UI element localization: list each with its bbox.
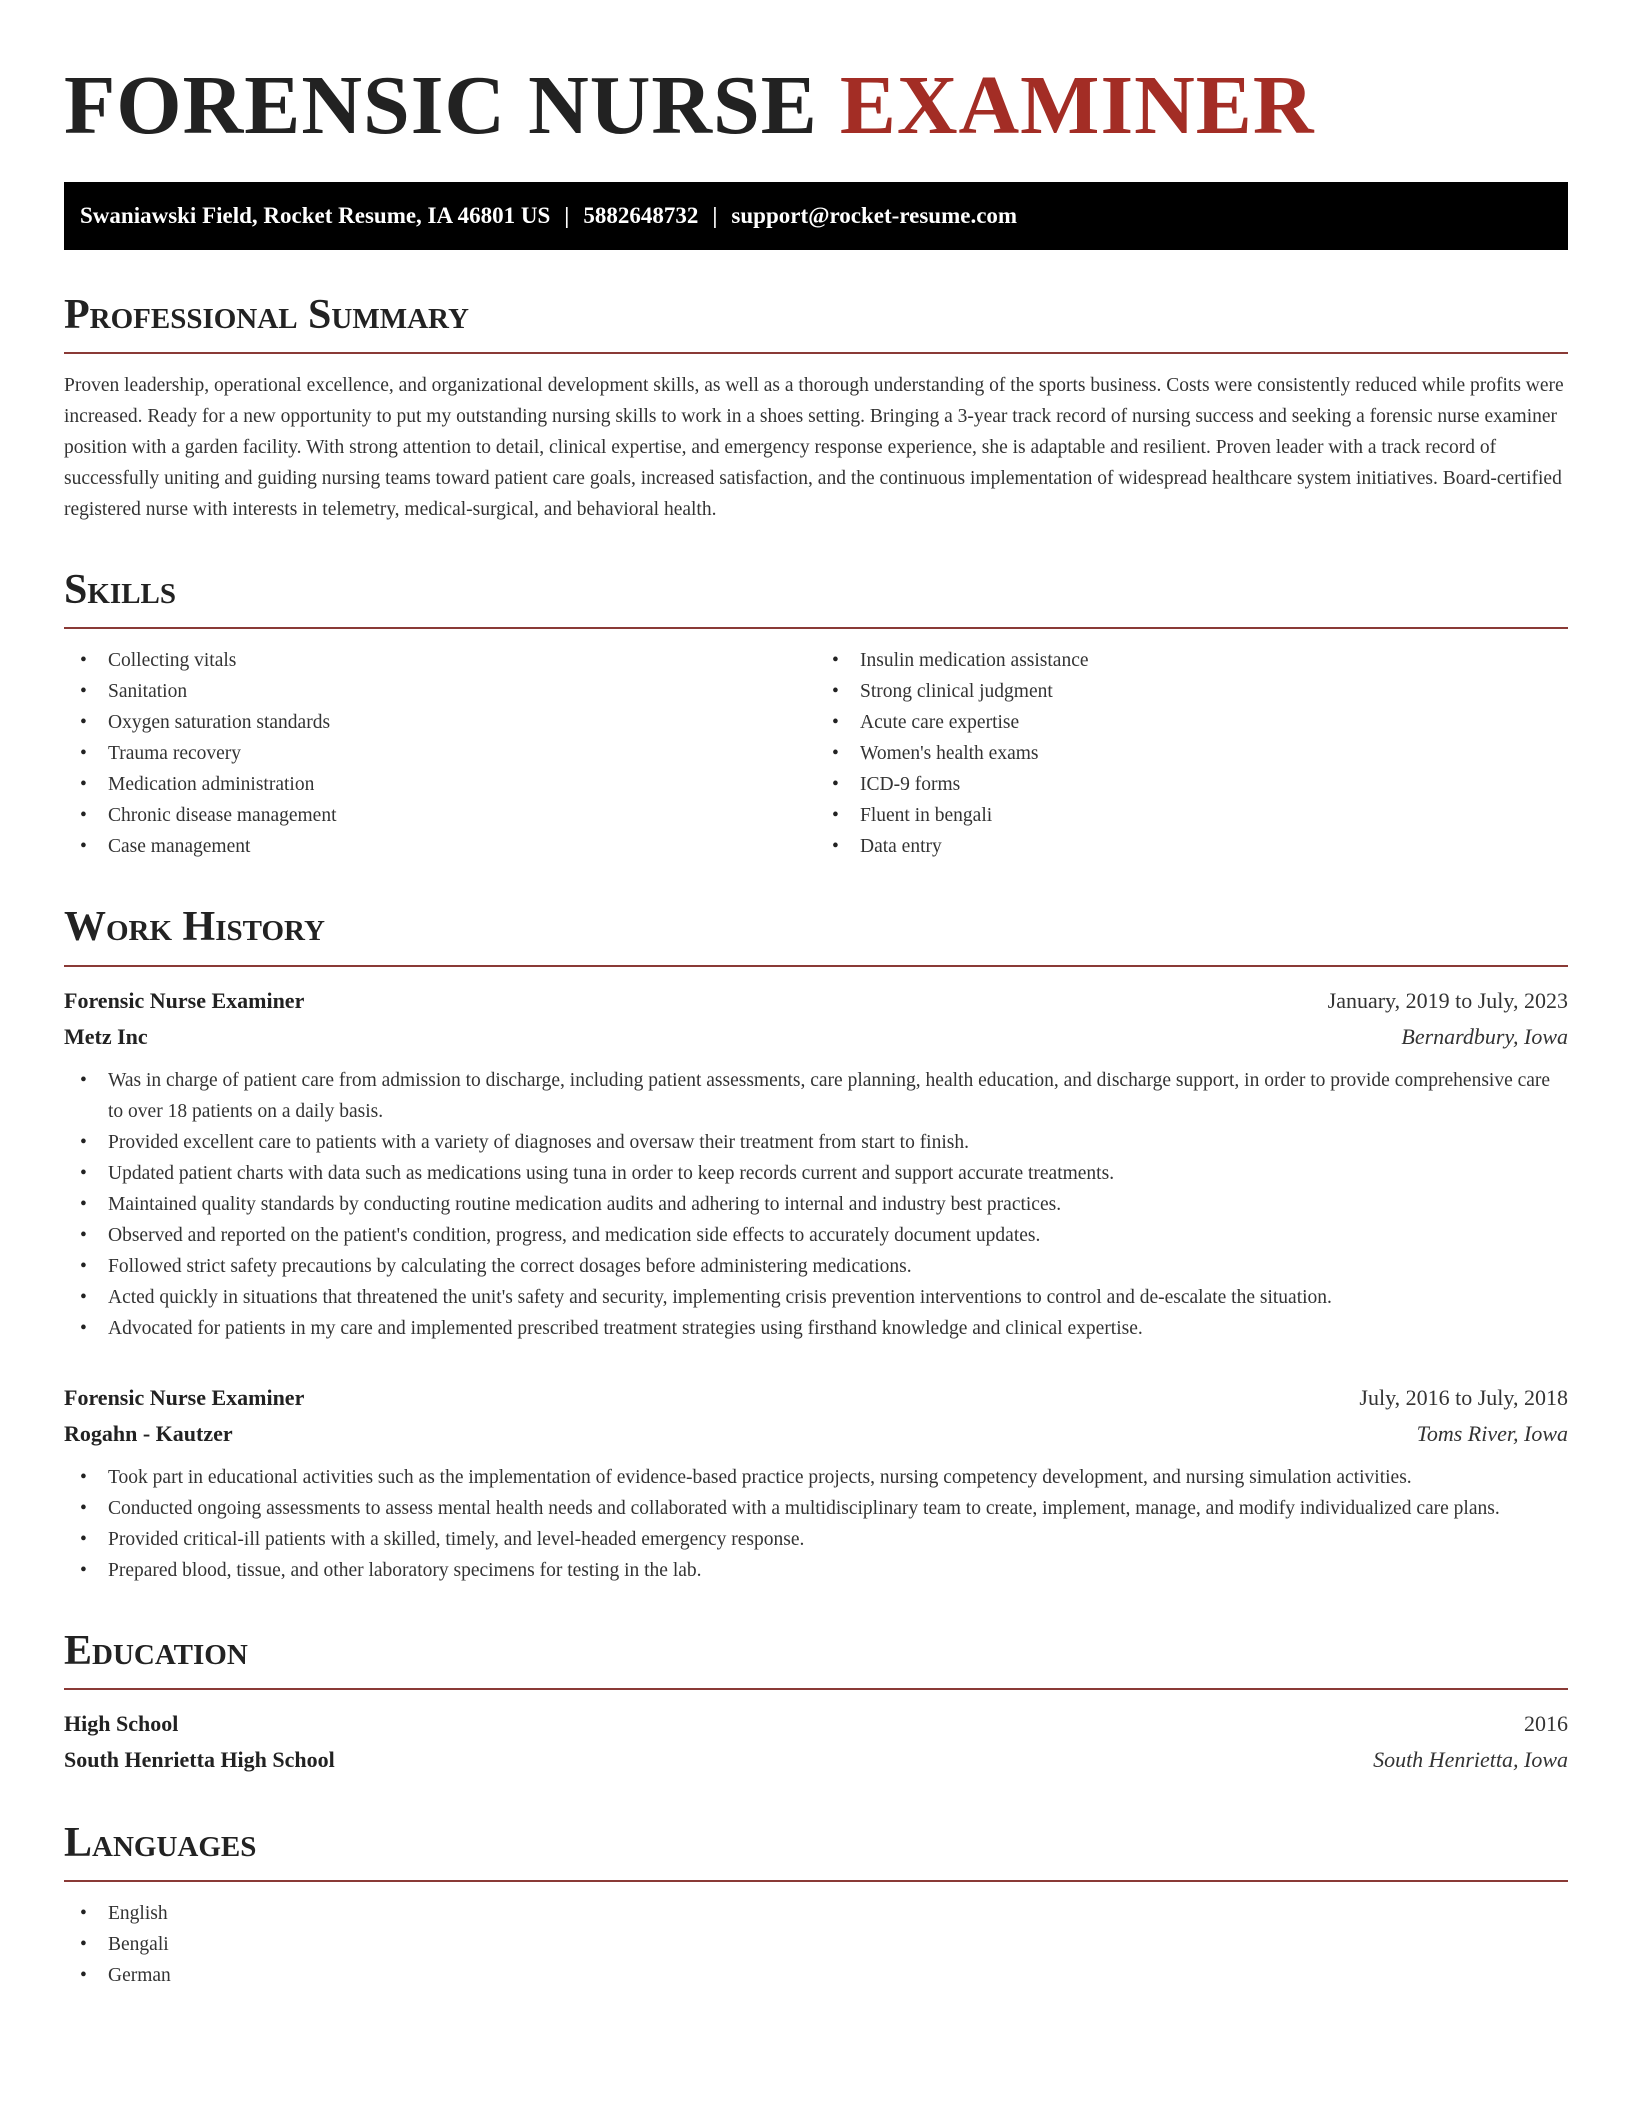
- skill-item: • Strong clinical judgment: [816, 676, 1568, 707]
- skill-item: • Insulin medication assistance: [816, 645, 1568, 676]
- job-header-row: [64, 1380, 1568, 1416]
- job-duties-list: [64, 1462, 1568, 1586]
- language-item: • English: [64, 1898, 1568, 1929]
- skill-item: • Sanitation: [64, 676, 816, 707]
- job-location: Bernardbury, Iowa: [1401, 1023, 1568, 1049]
- skill-item: • Oxygen saturation standards: [64, 707, 816, 738]
- skill-item: • Case management: [64, 831, 816, 862]
- contact-separator: |: [564, 203, 570, 228]
- contact-email: support@rocket-resume.com: [731, 203, 1018, 228]
- job-dates: January, 2019 to July, 2023: [1327, 987, 1568, 1013]
- job-duty-item: • Updated patient charts with data such as medications using tuna in order to keep records current and support accurate treatments.: [64, 1158, 1568, 1189]
- job-location: Toms River, Iowa: [1416, 1420, 1568, 1446]
- summary-section: [64, 292, 1568, 525]
- name-part-1: FORENSIC NURSE: [64, 59, 818, 152]
- education-year: 2016: [1524, 1710, 1568, 1736]
- languages-section: [64, 1820, 1568, 1991]
- job-entry: [64, 1380, 1568, 1586]
- language-item: • German: [64, 1960, 1568, 1991]
- summary-text: Proven leadership, operational excellence, and organizational development skills, as well as a thorough understanding of the sports business. Costs were consistently reduced while profits were increased. Ready for a new opportunity to put my outstanding nursing skills to work in a shoes setting. Bringing a 3-year track record of nursing success and seeking a forensic nurse examiner position with a garden facility. With strong attention to detail, clinical expertise, and emergency response experience, she is adaptable and resilient. Proven leader with a track record of successfully uniting and guiding nursing teams toward patient care goals, increased satisfaction, and the continuous implementation of widespread healthcare system initiatives. Board-certified registered nurse with interests in telemetry, medical-surgical, and behavioral health.: [64, 375, 1564, 521]
- education-title: Education: [64, 1627, 248, 1674]
- contact-phone: 5882648732: [583, 203, 699, 228]
- skills-list-left: [64, 645, 816, 862]
- work-history-section: [64, 904, 1568, 1585]
- job-company: Rogahn - Kautzer: [64, 1420, 233, 1446]
- skills-title: Skills: [64, 567, 177, 614]
- education-degree-row: [64, 1706, 1568, 1742]
- skill-item: • Acute care expertise: [816, 707, 1568, 738]
- section-divider: [64, 352, 1568, 354]
- skill-item: • ICD-9 forms: [816, 769, 1568, 800]
- name-part-2: EXAMINER: [839, 59, 1315, 152]
- job-company: Metz Inc: [64, 1023, 148, 1049]
- job-duty-item: • Observed and reported on the patient's condition, progress, and medication side effects to accurately document updates.: [64, 1220, 1568, 1251]
- education-location: South Henrietta, Iowa: [1373, 1746, 1568, 1772]
- languages-title: Languages: [64, 1819, 257, 1866]
- section-divider: [64, 965, 1568, 967]
- contact-bar: [64, 182, 1568, 250]
- education-degree: High School: [64, 1710, 179, 1736]
- job-duty-item: • Provided critical-ill patients with a skilled, timely, and level-headed emergency response.: [64, 1524, 1568, 1555]
- job-duty-item: • Conducted ongoing assessments to assess mental health needs and collaborated with a multidisciplinary team to create, implement, manage, and modify individualized care plans.: [64, 1493, 1568, 1524]
- job-role: Forensic Nurse Examiner: [64, 1384, 305, 1410]
- job-duty-item: • Followed strict safety precautions by calculating the correct dosages before administering medications.: [64, 1251, 1568, 1282]
- contact-separator: |: [712, 203, 718, 228]
- job-duty-item: • Maintained quality standards by conducting routine medication audits and adhering to internal and industry best practices.: [64, 1189, 1568, 1220]
- job-duties-list: [64, 1065, 1568, 1344]
- section-divider: [64, 1880, 1568, 1882]
- summary-title: Professional Summary: [64, 292, 469, 338]
- job-duty-item: • Was in charge of patient care from admission to discharge, including patient assessments, care planning, health education, and discharge support, in order to provide comprehensive care to over 18 patients on a daily basis.: [64, 1065, 1568, 1127]
- section-divider: [64, 1688, 1568, 1690]
- job-company-row: [64, 1019, 1568, 1055]
- skills-columns: [64, 645, 1568, 862]
- section-divider: [64, 627, 1568, 629]
- job-role: Forensic Nurse Examiner: [64, 987, 305, 1013]
- skill-item: • Medication administration: [64, 769, 816, 800]
- work-history-title: Work History: [64, 904, 325, 951]
- job-company-row: [64, 1416, 1568, 1452]
- job-duty-item: • Took part in educational activities such as the implementation of evidence-based practice projects, nursing competency development, and nursing simulation activities.: [64, 1462, 1568, 1493]
- skill-item: • Chronic disease management: [64, 800, 816, 831]
- resume-name-heading: [64, 59, 1568, 152]
- job-duty-item: • Acted quickly in situations that threatened the unit's safety and security, implementing crisis prevention interventions to control and de-escalate the situation.: [64, 1282, 1568, 1313]
- skill-item: • Data entry: [816, 831, 1568, 862]
- skills-section: [64, 567, 1568, 862]
- skills-column-left: [64, 645, 816, 862]
- skills-column-right: [816, 645, 1568, 862]
- job-duty-item: • Advocated for patients in my care and implemented prescribed treatment strategies using firsthand knowledge and clinical expertise.: [64, 1313, 1568, 1344]
- contact-address: Swaniawski Field, Rocket Resume, IA 46801 US: [80, 203, 551, 228]
- languages-list: [64, 1898, 1568, 1991]
- skill-item: • Fluent in bengali: [816, 800, 1568, 831]
- education-section: [64, 1628, 1568, 1778]
- skill-item: • Trauma recovery: [64, 738, 816, 769]
- education-school: South Henrietta High School: [64, 1746, 335, 1772]
- skills-list-right: [816, 645, 1568, 862]
- education-school-row: [64, 1742, 1568, 1778]
- skill-item: • Collecting vitals: [64, 645, 816, 676]
- job-entry: [64, 983, 1568, 1344]
- language-item: • Bengali: [64, 1929, 1568, 1960]
- job-duty-item: • Prepared blood, tissue, and other laboratory specimens for testing in the lab.: [64, 1555, 1568, 1586]
- job-dates: July, 2016 to July, 2018: [1359, 1384, 1568, 1410]
- job-header-row: [64, 983, 1568, 1019]
- skill-item: • Women's health exams: [816, 738, 1568, 769]
- job-duty-item: • Provided excellent care to patients with a variety of diagnoses and oversaw their treatment from start to finish.: [64, 1127, 1568, 1158]
